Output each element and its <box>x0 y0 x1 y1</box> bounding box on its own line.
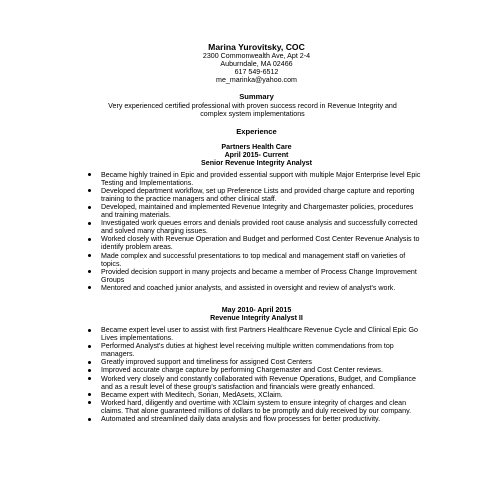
bullet-icon <box>88 369 91 372</box>
list-item: Developed department workflow, set up Preference Lists and provided charge capture and reporting training to the practice managers and other clinical staff. <box>88 187 425 203</box>
job-dates: April 2015- Current <box>224 150 289 159</box>
job-1-bullet-list <box>88 171 425 292</box>
list-item: Became expert level user to assist with first Partners Healthcare Revenue Cycle and Clinical Epic Go Lives implementations. <box>88 326 425 342</box>
bullet-icon <box>88 361 91 364</box>
summary-line-1: Very experienced certified professional with proven success record in Revenue Integrity and <box>108 102 397 111</box>
email-address: me_marinka@yahoo.com <box>216 76 297 85</box>
bullet-icon <box>88 173 91 176</box>
address-line-1: 2300 Commonwealth Ave, Apt 2-4 <box>202 52 311 60</box>
summary-heading: Summary <box>239 92 274 102</box>
list-item: Made complex and successful presentations to top medical and management staff on varieties of topics. <box>88 252 425 268</box>
list-item: Performed Analyst's duties at highest level receiving multiple written commendations from top managers. <box>88 342 425 358</box>
summary-text <box>80 102 425 118</box>
list-item: Worked very closely and constantly collaborated with Revenue Operations, Budget, and Compliance and as a result level of these group's satisfaction and financials were greatly enhanced. <box>88 375 425 391</box>
summary-line-2: complex system implementations <box>200 110 305 119</box>
phone-number: 617 549-6512 <box>234 68 279 77</box>
job-role: Senior Revenue Integrity Analyst <box>201 158 312 167</box>
bullet-icon <box>88 189 91 192</box>
job-dates: May 2010- April 2015 <box>221 305 292 314</box>
experience-heading: Experience <box>236 126 277 136</box>
list-item: Improved accurate charge capture by performing Chargemaster and Cost Center reviews. <box>88 366 425 374</box>
bullet-icon <box>88 401 91 404</box>
bullet-icon <box>88 418 91 421</box>
bullet-icon <box>88 345 91 348</box>
bullet-icon <box>88 254 91 257</box>
list-item: Worked closely with Revenue Operation and Budget and performed Cost Center Revenue Analysis to identify problem areas. <box>88 235 425 251</box>
job-entry-2 <box>88 306 425 423</box>
candidate-name: Marina Yurovitsky, COC <box>208 42 305 52</box>
bullet-icon <box>88 393 91 396</box>
job-role: Revenue Integrity Analyst II <box>210 313 303 322</box>
list-item: Greatly improved support and timeliness for assigned Cost Centers <box>88 358 425 366</box>
list-item: Mentored and coached junior analysts, and assisted in oversight and review of analyst's work. <box>88 284 425 292</box>
bullet-icon <box>88 206 91 209</box>
job-company: Partners Health Care <box>221 142 292 151</box>
list-item: Worked hard, diligently and overtime with XClaim system to ensure integrity of charges and clean claims. That alone guaranteed millions of dollars to be promptly and duly received by our company. <box>88 399 425 415</box>
list-item: Investigated work queues errors and denials provided root cause analysis and successfully corrected and solved many charging issues. <box>88 219 425 235</box>
address-line-2: Auburndale, MA 02466 <box>220 60 293 69</box>
bullet-icon <box>88 238 91 241</box>
list-item: Automated and streamlined daily data analysis and flow processes for better productivity. <box>88 415 425 423</box>
bullet-icon <box>88 329 91 332</box>
list-item: Developed, maintained and implemented Revenue Integrity and Chargemaster policies, procedures and training materials. <box>88 203 425 219</box>
job-2-bullet-list <box>88 326 425 423</box>
list-item: Became expert with Meditech, Sorian, MedAsets, XClaim. <box>88 391 425 399</box>
job-entry-1 <box>88 143 425 292</box>
list-item: Provided decision support in many projects and became a member of Process Change Improvement Groups <box>88 268 425 284</box>
bullet-icon <box>88 286 91 289</box>
resume-header <box>88 42 425 84</box>
bullet-icon <box>88 377 91 380</box>
list-item: Became highly trained in Epic and provided essential support with multiple Major Enterprise level Epic Testing and Implementations. <box>88 171 425 187</box>
bullet-icon <box>88 222 91 225</box>
bullet-icon <box>88 270 91 273</box>
